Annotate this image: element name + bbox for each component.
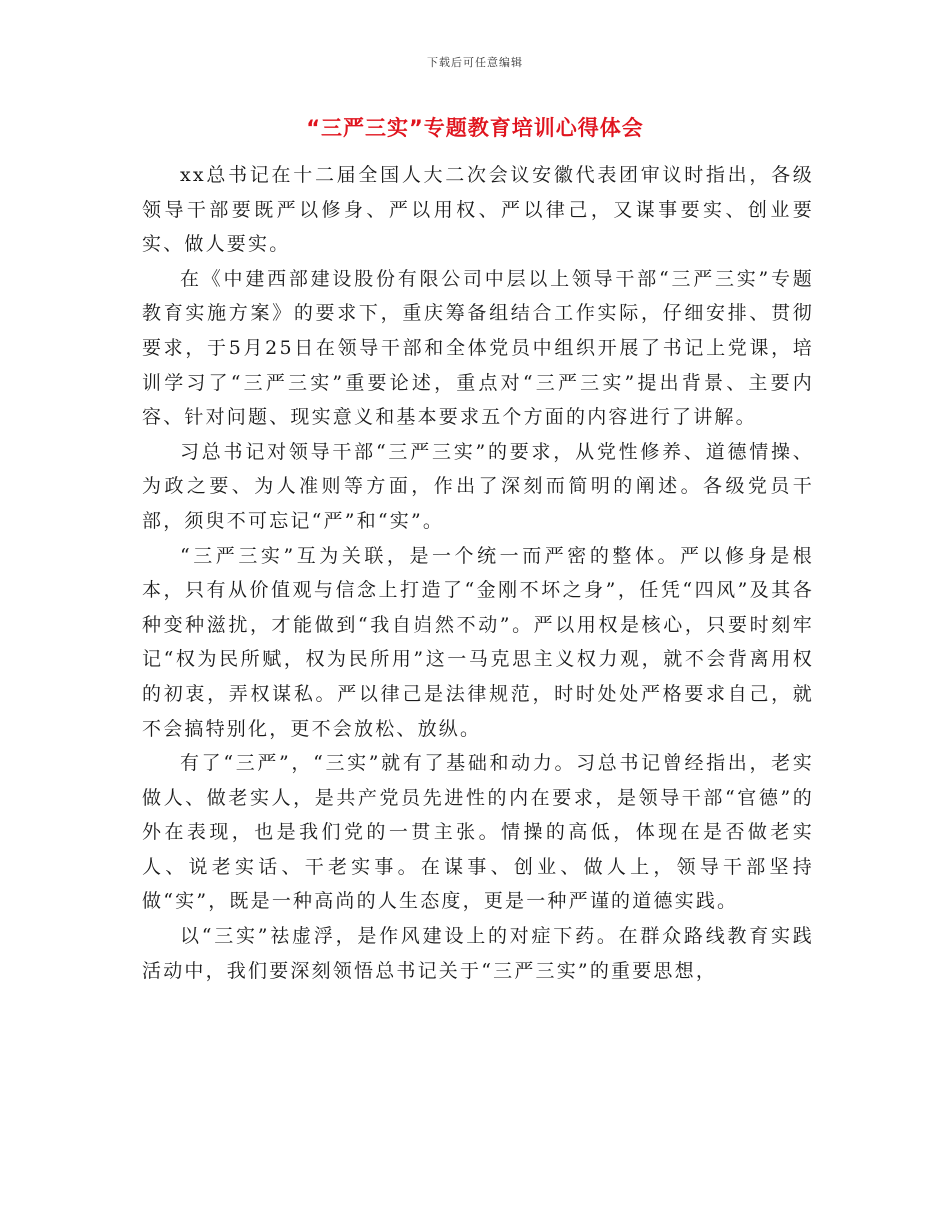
paragraph-2: 在《中建西部建设股份有限公司中层以上领导干部“三严三实”专题教育实施方案》的要求下，重庆筹备组结合工作实际，仔细安排、贯彻要求，于5月25日在领导干部和全体党员中组织开展了书记上党课，培训学习了“三严三实”重要论述，重点对“三严三实”提出背景、主要内容、针对问题、现实意义和基本要求五个方面的内容进行了讲解。 (142, 267, 814, 429)
document-body (142, 158, 814, 988)
header-note: 下载后可任意编辑 (427, 56, 523, 69)
paragraph-6: 以“三实”祛虚浮，是作风建设上的对症下药。在群众路线教育实践活动中，我们要深刻领悟总书记关于“三严三实”的重要思想， (142, 925, 814, 982)
paragraph-1: xx总书记在十二届全国人大二次会议安徽代表团审议时指出，各级领导干部要既严以修身、严以用权、严以律己，又谋事要实、创业要实、做人要实。 (142, 164, 814, 256)
paragraph-5: 有了“三严”，“三实”就有了基础和动力。习总书记曾经指出，老实做人、做老实人，是共产党员先进性的内在要求，是领导干部“官德”的外在表现，也是我们党的一贯主张。情操的高低，体现在是否做老实人、说老实话、干老实事。在谋事、创业、做人上，领导干部坚持做“实”，既是一种高尚的人生态度，更是一种严谨的道德实践。 (142, 752, 814, 913)
paragraph-3: 习总书记对领导干部“三严三实”的要求，从党性修养、道德情操、为政之要、为人准则等方面，作出了深刻而简明的阐述。各级党员干部，须臾不可忘记“严”和“实”。 (142, 440, 814, 532)
paragraph-4: “三严三实”互为关联，是一个统一而严密的整体。严以修身是根本，只有从价值观与信念上打造了“金刚不坏之身”，任凭“四风”及其各种变种滋扰，才能做到“我自岿然不动”。严以用权是核心，只要时刻牢记“权为民所赋，权为民所用”这一马克思主义权力观，就不会背离用权的初衷，弄权谋私。严以律己是法律规范，时时处处严格要求自己，就不会搞特别化，更不会放松、放纵。 (142, 544, 814, 740)
document-title: “三严三实”专题教育培训心得体会 (306, 116, 644, 140)
